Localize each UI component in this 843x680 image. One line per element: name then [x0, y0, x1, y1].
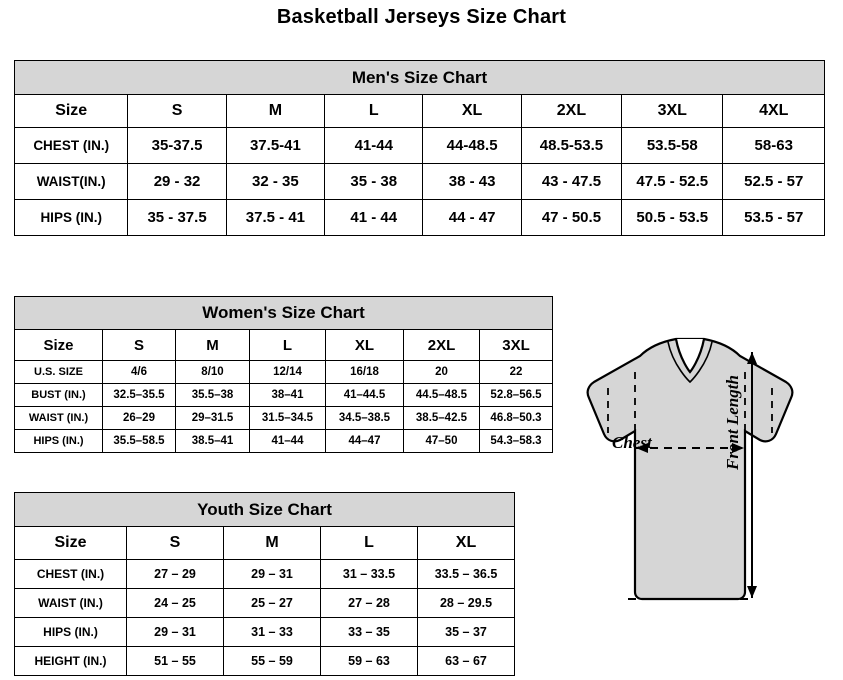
table-cell: 47.5 - 52.5 [622, 164, 723, 200]
womens-size-chart-table [14, 296, 553, 453]
table-caption-row [15, 297, 553, 330]
chest-measure-label: Chest [612, 433, 652, 452]
table-row [15, 128, 825, 164]
column-header-s: S [103, 330, 176, 361]
table-cell: 35 – 37 [418, 618, 515, 647]
row-label: BUST (IN.) [15, 384, 103, 407]
mens-chart-caption: Men's Size Chart [15, 61, 825, 95]
table-cell: 31 – 33.5 [321, 560, 418, 589]
row-label: WAIST (IN.) [15, 407, 103, 430]
table-row [15, 560, 515, 589]
table-cell: 29–31.5 [176, 407, 250, 430]
table-cell: 53.5 - 57 [723, 200, 825, 236]
table-row [15, 164, 825, 200]
table-header-row [15, 527, 515, 560]
column-header-l: L [250, 330, 326, 361]
table-caption-row [15, 61, 825, 95]
jersey-body-shape [588, 339, 793, 599]
table-cell: 41 - 44 [325, 200, 423, 236]
column-header-size: Size [15, 527, 127, 560]
table-row [15, 647, 515, 676]
table-cell: 33.5 – 36.5 [418, 560, 515, 589]
column-header-l: L [325, 95, 423, 128]
table-cell: 38 - 43 [423, 164, 521, 200]
column-header-size: Size [15, 330, 103, 361]
table-cell: 59 – 63 [321, 647, 418, 676]
table-cell: 12/14 [250, 361, 326, 384]
column-header-3xl: 3XL [622, 95, 723, 128]
row-label: HEIGHT (IN.) [15, 647, 127, 676]
table-row [15, 361, 553, 384]
front-length-measure-label: Front Length [723, 375, 742, 470]
table-cell: 44 - 47 [423, 200, 521, 236]
table-cell: 44–47 [326, 430, 404, 453]
table-cell: 27 – 28 [321, 589, 418, 618]
column-header-s: S [128, 95, 226, 128]
front-length-arrow-bottom [747, 586, 757, 598]
table-row [15, 384, 553, 407]
table-cell: 35 - 38 [325, 164, 423, 200]
table-row [15, 589, 515, 618]
shirt-measurement-diagram [540, 330, 840, 675]
column-header-size: Size [15, 95, 128, 128]
row-label: WAIST(IN.) [15, 164, 128, 200]
column-header-xl: XL [423, 95, 521, 128]
table-cell: 35-37.5 [128, 128, 226, 164]
table-cell: 52.5 - 57 [723, 164, 825, 200]
table-cell: 54.3–58.3 [480, 430, 553, 453]
row-label: HIPS (IN.) [15, 200, 128, 236]
table-header-row [15, 95, 825, 128]
page-title: Basketball Jerseys Size Chart [276, 6, 567, 28]
table-cell: 31.5–34.5 [250, 407, 326, 430]
column-header-xl: XL [418, 527, 515, 560]
table-row [15, 618, 515, 647]
womens-chart-caption: Women's Size Chart [15, 297, 553, 330]
table-cell: 44-48.5 [423, 128, 521, 164]
column-header-3xl: 3XL [480, 330, 553, 361]
table-cell: 29 – 31 [224, 560, 321, 589]
table-cell: 35.5–38 [176, 384, 250, 407]
table-cell: 53.5-58 [622, 128, 723, 164]
table-cell: 52.8–56.5 [480, 384, 553, 407]
table-cell: 58-63 [723, 128, 825, 164]
row-label: HIPS (IN.) [15, 430, 103, 453]
table-cell: 37.5-41 [226, 128, 324, 164]
row-label: CHEST (IN.) [15, 128, 128, 164]
table-cell: 50.5 - 53.5 [622, 200, 723, 236]
table-cell: 35.5–58.5 [103, 430, 176, 453]
table-cell: 29 - 32 [128, 164, 226, 200]
column-header-2xl: 2XL [404, 330, 480, 361]
table-cell: 48.5-53.5 [521, 128, 621, 164]
table-cell: 37.5 - 41 [226, 200, 324, 236]
column-header-xl: XL [326, 330, 404, 361]
table-cell: 24 – 25 [127, 589, 224, 618]
table-cell: 51 – 55 [127, 647, 224, 676]
table-cell: 32.5–35.5 [103, 384, 176, 407]
table-cell: 35 - 37.5 [128, 200, 226, 236]
column-header-m: M [226, 95, 324, 128]
table-header-row [15, 330, 553, 361]
youth-chart-caption: Youth Size Chart [15, 493, 515, 527]
row-label: CHEST (IN.) [15, 560, 127, 589]
column-header-l: L [321, 527, 418, 560]
table-cell: 33 – 35 [321, 618, 418, 647]
column-header-s: S [127, 527, 224, 560]
table-cell: 41–44.5 [326, 384, 404, 407]
column-header-m: M [224, 527, 321, 560]
table-cell: 26–29 [103, 407, 176, 430]
table-cell: 29 – 31 [127, 618, 224, 647]
table-cell: 41-44 [325, 128, 423, 164]
table-row [15, 200, 825, 236]
table-cell: 16/18 [326, 361, 404, 384]
jersey-illustration-svg [540, 330, 840, 675]
row-label: U.S. SIZE [15, 361, 103, 384]
mens-size-chart-table [14, 60, 825, 236]
table-caption-row [15, 493, 515, 527]
table-cell: 47 - 50.5 [521, 200, 621, 236]
table-cell: 27 – 29 [127, 560, 224, 589]
table-row [15, 407, 553, 430]
table-cell: 55 – 59 [224, 647, 321, 676]
table-cell: 38.5–42.5 [404, 407, 480, 430]
column-header-2xl: 2XL [521, 95, 621, 128]
table-cell: 32 - 35 [226, 164, 324, 200]
table-cell: 44.5–48.5 [404, 384, 480, 407]
table-cell: 25 – 27 [224, 589, 321, 618]
table-cell: 8/10 [176, 361, 250, 384]
row-label: HIPS (IN.) [15, 618, 127, 647]
column-header-4xl: 4XL [723, 95, 825, 128]
table-cell: 28 – 29.5 [418, 589, 515, 618]
row-label: WAIST (IN.) [15, 589, 127, 618]
table-cell: 47–50 [404, 430, 480, 453]
table-cell: 38.5–41 [176, 430, 250, 453]
column-header-m: M [176, 330, 250, 361]
table-cell: 41–44 [250, 430, 326, 453]
table-cell: 4/6 [103, 361, 176, 384]
table-cell: 20 [404, 361, 480, 384]
front-length-arrow-top [747, 352, 757, 364]
youth-size-chart-table [14, 492, 515, 676]
table-cell: 34.5–38.5 [326, 407, 404, 430]
table-cell: 43 - 47.5 [521, 164, 621, 200]
table-cell: 38–41 [250, 384, 326, 407]
table-cell: 63 – 67 [418, 647, 515, 676]
table-cell: 31 – 33 [224, 618, 321, 647]
table-cell: 22 [480, 361, 553, 384]
table-row [15, 430, 553, 453]
table-cell: 46.8–50.3 [480, 407, 553, 430]
